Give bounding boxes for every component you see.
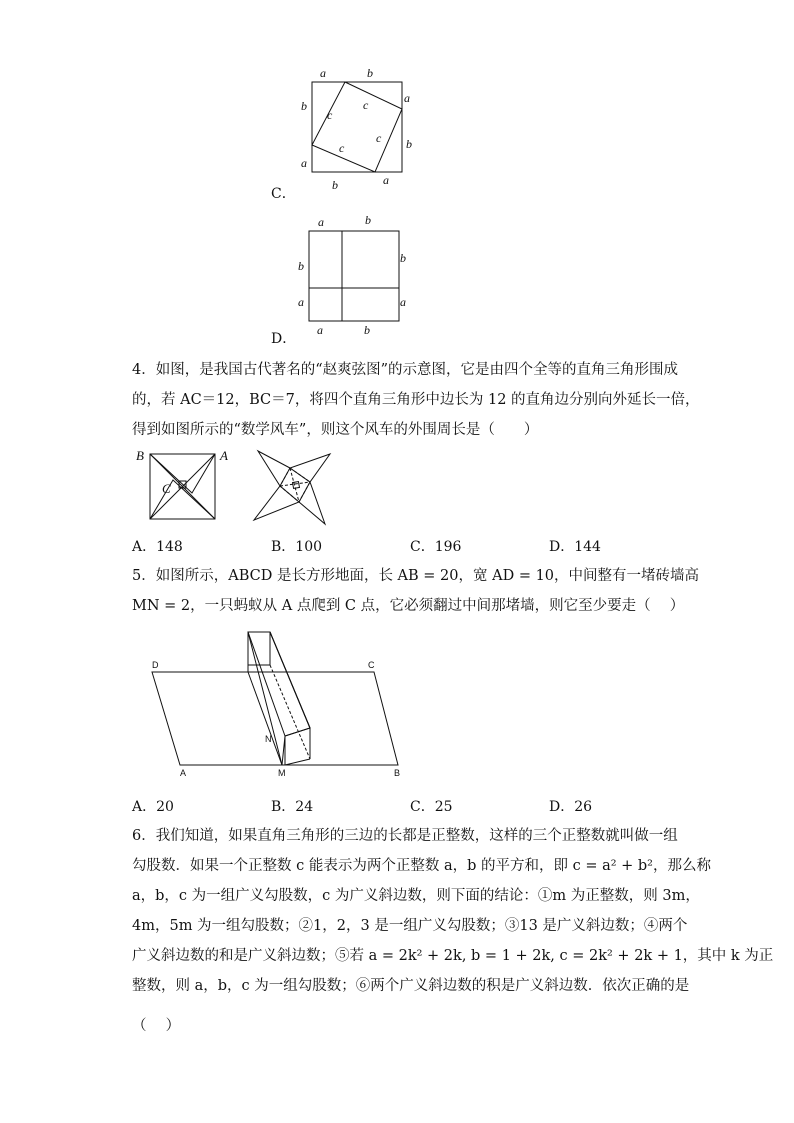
- q5-option-c[interactable]: C．25: [410, 799, 453, 815]
- label-a: a: [383, 173, 389, 187]
- q5-option-d[interactable]: D．26: [549, 799, 593, 815]
- label-a: a: [298, 295, 304, 309]
- inner-square: [312, 82, 402, 172]
- q4-option-c[interactable]: C．196: [410, 539, 462, 555]
- label-B: B: [136, 448, 144, 463]
- q6-line-5: 广义斜边数的和是广义斜边数；⑤若 a = 2k² + 2k, b = 1 + 2k, c = 2k² + 2k + 1，其中 k 为正: [132, 948, 774, 964]
- label-b: b: [367, 66, 373, 80]
- figure-c-diagram: [290, 62, 430, 192]
- q6-line-4: 4m，5m 为一组勾股数；②1，2，3 是一组广义勾股数；③13 是广义斜边数；④两个: [132, 918, 688, 934]
- label-b: b: [400, 251, 406, 265]
- q4-line-1: 4．如图，是我国古代著名的“赵爽弦图”的示意图，它是由四个全等的直角三角形围成: [132, 362, 679, 378]
- q4-line-3: 得到如图所示的“数学风车”，则这个风车的外围周长是（ ）: [132, 422, 539, 438]
- label-a: a: [301, 156, 307, 170]
- wall-field-diagram: [140, 630, 420, 780]
- label-a: a: [320, 66, 326, 80]
- label-B: B: [394, 768, 401, 778]
- q4-option-b[interactable]: B．100: [271, 539, 323, 555]
- figure-c-option-label: C．: [271, 186, 296, 202]
- label-b: b: [298, 259, 304, 273]
- outer-square: [312, 82, 402, 172]
- label-a: a: [318, 215, 324, 229]
- q5-line-1: 5．如图所示，ABCD 是长方形地面，长 AB = 20，宽 AD = 10，中间整有一堵砖墙高: [132, 568, 700, 584]
- q6-line-1: 6．我们知道，如果直角三角形的三边的长都是正整数，这样的三个正整数就叫做一组: [132, 828, 678, 844]
- q6-line-3: a，b，c 为一组广义勾股数，c 为广义斜边数，则下面的结论：①m 为正整数，则 3m，: [132, 888, 700, 904]
- label-A: A: [220, 448, 228, 463]
- figure-d-diagram: [290, 210, 420, 340]
- label-D: D: [152, 660, 159, 670]
- q4-option-d[interactable]: D．144: [549, 539, 601, 555]
- q6-line-2: 勾股数．如果一个正整数 c 能表示为两个正整数 a，b 的平方和，即 c = a² + b²，那么称: [132, 858, 711, 874]
- label-C: C: [162, 481, 171, 496]
- windmill-blade: [290, 454, 330, 482]
- figure-d-option-label: D．: [271, 331, 297, 347]
- label-b: b: [364, 323, 370, 337]
- q6-line-7: （ ）: [132, 1018, 181, 1034]
- label-b: b: [332, 178, 338, 192]
- label-N: N: [265, 734, 272, 744]
- label-C: C: [368, 660, 375, 670]
- label-c: c: [339, 141, 345, 155]
- q5-option-a[interactable]: A．20: [132, 799, 174, 815]
- zhao-shuang-diagram: [132, 446, 242, 526]
- rectangle-floor: [152, 672, 398, 765]
- q5-line-2: MN = 2，一只蚂蚁从 A 点爬到 C 点，它必须翻过中间那堵墙，则它至少要走（ ）: [132, 598, 685, 614]
- label-b: b: [301, 99, 307, 113]
- label-c: c: [376, 131, 382, 145]
- q4-option-a[interactable]: A．148: [132, 539, 183, 555]
- windmill-blade: [254, 486, 299, 520]
- label-c: c: [327, 108, 333, 122]
- label-a: a: [400, 295, 406, 309]
- label-M: M: [278, 768, 286, 778]
- windmill-blade: [299, 482, 325, 524]
- q5-option-b[interactable]: B．24: [271, 799, 314, 815]
- label-a: a: [404, 91, 410, 105]
- outer-square: [309, 231, 399, 321]
- windmill-blade: [258, 451, 290, 486]
- label-b: b: [406, 137, 412, 151]
- label-a: a: [317, 323, 323, 337]
- label-b: b: [365, 213, 371, 227]
- math-windmill-diagram: [250, 446, 340, 526]
- label-A: A: [180, 768, 187, 778]
- q4-line-2: 的，若 AC＝12，BC＝7，将四个直角三角形中边长为 12 的直角边分别向外延长一倍，: [132, 392, 700, 408]
- label-c: c: [363, 98, 369, 112]
- q6-line-6: 整数，则 a，b，c 为一组勾股数；⑥两个广义斜边数的积是广义斜边数．依次正确的是: [132, 978, 690, 994]
